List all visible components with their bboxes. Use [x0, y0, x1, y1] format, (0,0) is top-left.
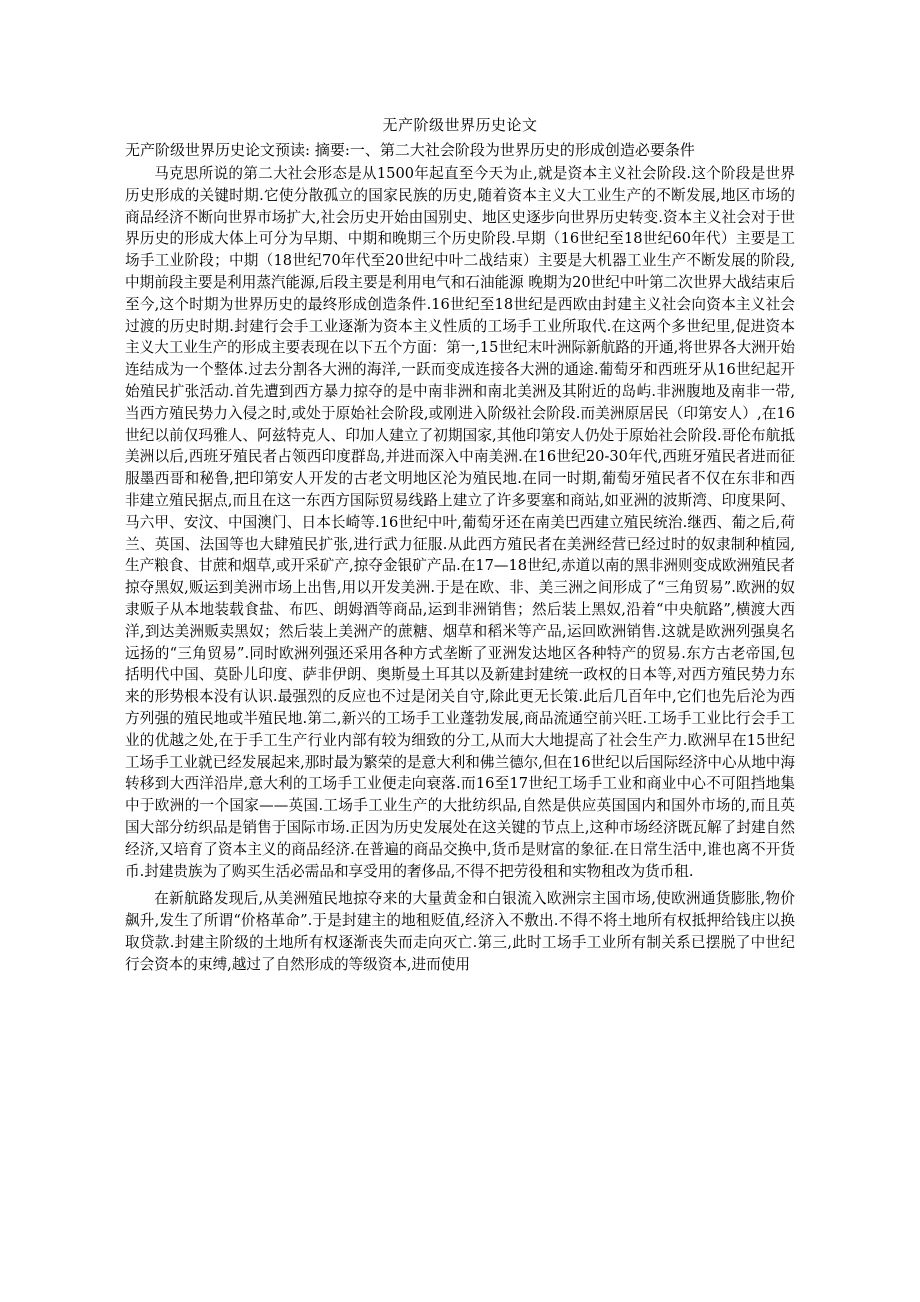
document-title: 无产阶级世界历史论文 — [382, 116, 538, 134]
body-paragraph-1: 马克思所说的第二大社会形态是从1500年起直至今天为止,就是资本主义社会阶段.这个阶段是世界历史形成的关键时期.它使分散孤立的国家民族的历史,随着资本主义大工业生产的不断发展,地区市场的商品经济不断向世界市场扩大,社会历史开始由国别史、地区史逐步向世界历史转变.资本主义社会对于世界历史的形成大体上可分为早期、中期和晚期三个历史阶段.早期（16世纪至18世纪60年代）主要是工场手工业阶段；中期（18世纪70年代至20世纪中叶二战结束）主要是大机器工业生产不断发展的阶段,中期前段主要是利用蒸汽能源,后段主要是利用电气和石油能源 晚期为20世纪中叶第二次世界大战结束后至今,这个时期为世界历史的最终形成创造条件.16世纪至18世纪是西欧由封建主义社会向资本主义社会过渡的历史时期.封建行会手工业逐渐为资本主义性质的工场手工业所取代.在这两个多世纪里,促进资本主义大工业生产的形成主要表现在以下五个方面：第一,15世纪末叶洲际新航路的开通,将世界各大洲开始连结成为一个整体.过去分割各大洲的海洋,一跃而变成连接各大洲的通途.葡萄牙和西班牙从16世纪起开始殖民扩张活动.首先遭到西方暴力掠夺的是中南非洲和南北美洲及其附近的岛屿.非洲腹地及南非一带,当西方殖民势力入侵之时,或处于原始社会阶段,或刚进入阶级社会阶段.而美洲原居民（印第安人）,在16世纪以前仅玛雅人、阿兹特克人、印加人建立了初期国家,其他印第安人仍处于原始社会阶段.哥伦布航抵美洲以后,西班牙殖民者占领西印度群岛,并进而深入中南美洲.在16世纪20-30年代,西班牙殖民者进而征服墨西哥和秘鲁,把印第安人开发的古老文明地区沦为殖民地.在同一时期,葡萄牙殖民者不仅在东非和西非建立殖民据点,而且在这一东西方国际贸易线路上建立了许多要塞和商站,如亚洲的波斯湾、印度果阿、马六甲、安汶、中国澳门、日本长崎等.16世纪中叶,葡萄牙还在南美巴西建立殖民统治.继西、葡之后,荷兰、英国、法国等也大肆殖民扩张,进行武力征服.从此西方殖民者在美洲经营已经过时的奴隶制种植园,生产粮食、甘蔗和烟草,或开采矿产,掠夺金银矿产品.在17—18世纪,赤道以南的黑非洲则变成欧洲殖民者掠夺黑奴,贩运到美洲市场上出售,用以开发美洲.于是在欧、非、美三洲之间形成了“三角贸易”.欧洲的奴隶贩子从本地装载食盐、布匹、朗姆酒等商品,运到非洲销售；然后装上黑奴,沿着“中央航路”,横渡大西洋,到达美洲贩卖黑奴；然后装上美洲产的蔗糖、烟草和稻米等产品,运回欧洲销售.这就是欧洲列强臭名远扬的“三角贸易”.同时欧洲列强还采用各种方式垄断了亚洲发达地区各种特产的贸易.东方古老帝国,包括明代中国、莫卧儿印度、萨非伊朗、奥斯曼土耳其以及新建封建统一政权的日本等,对西方殖民势力东来的形势根本没有认识.最强烈的反应也不过是闭关自守,除此更无长策.此后几百年中,它们也先后沦为西方列强的殖民地或半殖民地.第二,新兴的工场手工业蓬勃发展,商品流通空前兴旺.工场手工业比行会手工业的优越之处,在于手工生产行业内部有较为细致的分工,从而大大地提高了社会生产力.欧洲早在15世纪工场手工业就已经发展起来,那时最为繁荣的是意大利和佛兰德尔,但在16世纪以后国际经济中心从地中海转移到大西洋沿岸,意大利的工场手工业便走向衰落.而16至17世纪工场手工业和商业中心不可阻挡地集中于欧洲的一个国家——英国.工场手工业生产的大批纺织品,自然是供应英国国内和国外市场的,而且英国大部分纺织品是销售于国际市场.正因为历史发展处在这关键的节点上,这种市场经济既瓦解了封建自然经济,又培育了资本主义的商品经济.在普遍的商品交换中,货币是财富的象征.在日常生活中,谁也离不开货币.封建贵族为了购买生活必需品和享受用的奢侈品,不得不把劳役租和实物租改为货币租. — [125, 165, 795, 880]
document-body — [125, 163, 795, 975]
document-preview-line: 无产阶级世界历史论文预读: 摘要:一、第二大社会阶段为世界历史的形成创造必要条件 — [125, 141, 695, 159]
body-paragraph-2: 在新航路发现后,从美洲殖民地掠夺来的大量黄金和白银流入欧洲宗主国市场,使欧洲通货膨胀,物价飙升,发生了所谓“价格革命”.于是封建主的地租贬值,经济入不敷出.不得不将土地所有权抵押给钱庄以换取贷款.封建主阶级的土地所有权逐渐丧失而走向灭亡.第三,此时工场手工业所有制关系已摆脱了中世纪行会资本的束缚,越过了自然形成的等级资本,进而使用 — [125, 890, 795, 973]
